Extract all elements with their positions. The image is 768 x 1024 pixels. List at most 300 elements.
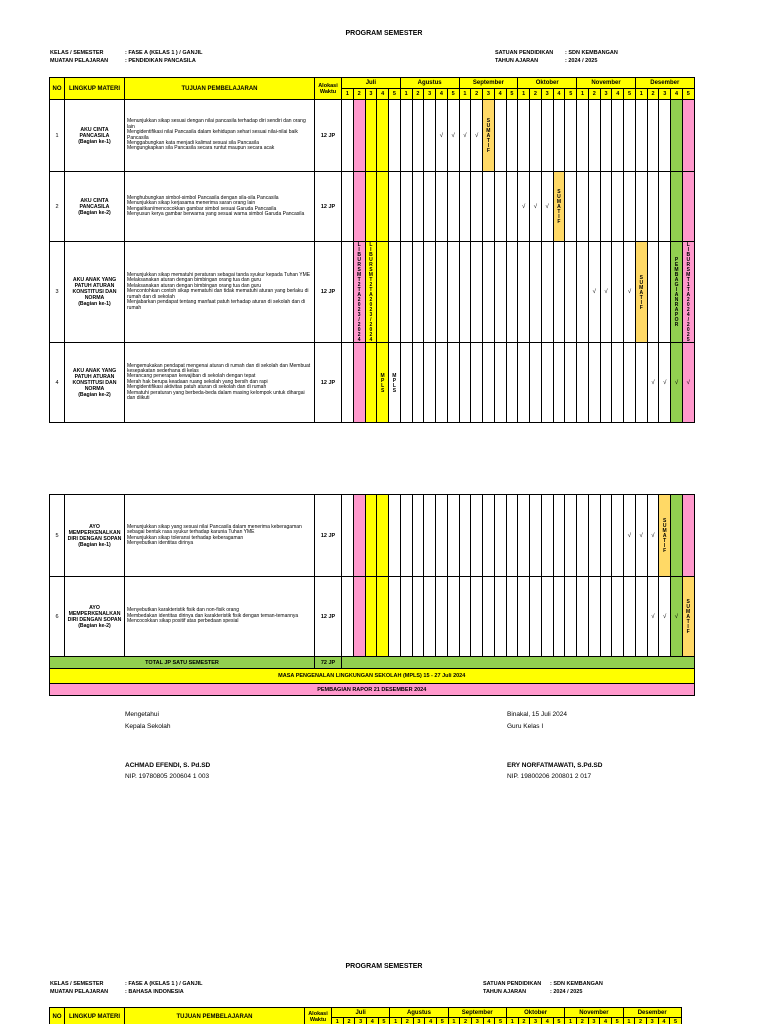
week-cell xyxy=(471,343,483,423)
row-lingkup-materi xyxy=(65,242,125,343)
week-cell xyxy=(577,495,589,577)
week-cell xyxy=(577,577,589,657)
total-value: 72 JP xyxy=(315,657,342,669)
materi-bagian: (Bagian ke-1) xyxy=(78,138,111,145)
week-cell xyxy=(483,343,495,423)
week-cell xyxy=(342,495,354,577)
p1-week-1-1: 1 xyxy=(342,89,354,100)
row-no: 2 xyxy=(50,172,65,242)
page2-month-agustus: Agustus xyxy=(390,1008,448,1018)
p1-week-5-4: 4 xyxy=(612,89,624,100)
week-cell xyxy=(541,343,553,423)
header-lingkup: LINGKUP MATERI xyxy=(65,78,125,100)
p1-week-1-4: 4 xyxy=(377,89,389,100)
sig-right-name: ERY NORFATMAWATI, S.Pd.SD xyxy=(507,762,603,769)
row-lingkup-materi xyxy=(65,343,125,423)
p2-week-2-2: 2 xyxy=(401,1018,413,1024)
week-cell xyxy=(506,172,518,242)
week-cell xyxy=(588,172,600,242)
p1-week-1-2: 2 xyxy=(353,89,365,100)
week-cell xyxy=(436,495,448,577)
week-cell xyxy=(541,577,553,657)
page2-header-alokasi: Alokasi Waktu xyxy=(305,1008,332,1024)
check-mark: √ xyxy=(671,577,683,657)
p1-week-5-3: 3 xyxy=(600,89,612,100)
week-cell xyxy=(530,100,542,172)
week-cell xyxy=(447,172,459,242)
row-tujuan-pembelajaran: Menyebutkan karakteristik fisik dan non-fisik orang Membedakan identitas dirinya dan karakteristik fisik dengan teman-temannya Mencocokkan sikap positif atas perbedaan spesial xyxy=(125,577,315,657)
p1-week-3-4: 4 xyxy=(494,89,506,100)
p1-week-2-3: 3 xyxy=(424,89,436,100)
p2-week-6-1: 1 xyxy=(623,1018,635,1024)
p1-week-2-4: 4 xyxy=(436,89,448,100)
week-cell xyxy=(553,495,565,577)
row-tujuan-pembelajaran: Menunjukkan sikap yang sesuai nilai Pancasila dalam menerima keberagaman sebagai bentuk rasa syukur terhadap karunia Tuhan YME Menunjukkan sikap toleransi terhadap keberagaman Menyebutkan identitas dirinya xyxy=(125,495,315,577)
materi-title: AYO MEMPERKENALKAN DIRI DENGAN SOPAN xyxy=(67,523,122,542)
materi-bagian: (Bagian ke-2) xyxy=(78,209,111,216)
week-cell xyxy=(459,577,471,657)
muatan-label: MUATAN PELAJARAN xyxy=(50,58,109,64)
p2-week-6-4: 4 xyxy=(658,1018,670,1024)
row-alokasi: 12 JP xyxy=(315,495,342,577)
week-cell xyxy=(483,495,495,577)
row-no: 1 xyxy=(50,100,65,172)
p2-week-4-1: 1 xyxy=(506,1018,518,1024)
week-cell xyxy=(342,242,354,343)
week-cell: LIBURSMT2TA2023/2024 xyxy=(365,242,377,343)
p2-week-4-2: 2 xyxy=(518,1018,530,1024)
week-cell xyxy=(600,100,612,172)
week-cell xyxy=(635,577,647,657)
week-cell xyxy=(600,172,612,242)
week-cell xyxy=(377,242,389,343)
week-cell xyxy=(377,577,389,657)
week-cell xyxy=(471,577,483,657)
row-alokasi: 12 JP xyxy=(315,172,342,242)
p1-week-3-2: 2 xyxy=(471,89,483,100)
page-title: PROGRAM SEMESTER xyxy=(345,30,423,37)
page2-kelas-label: KELAS / SEMESTER xyxy=(50,981,104,987)
week-cell xyxy=(412,100,424,172)
page2-title: PROGRAM SEMESTER xyxy=(345,963,423,970)
row-tujuan-pembelajaran: Mengemukakan pendapat mengenai aturan di rumah dan di sekolah dan Membuat kesepakatan sederhana di kelas Merancang penerapan kewajiban di sekolah dengan tepat Merah hak berupa keadaan ruang sekolah yang bersih dan rapi Mengidentifikasi aktivitas patuh aturan di sekolah dan di rumah Mematuhi peraturan yang berbeda-beda dalam masing kelompok untuk dihargai dan diikuti xyxy=(125,343,315,423)
page2-satuan-label: SATUAN PENDIDIKAN xyxy=(483,981,542,987)
week-cell xyxy=(647,242,659,343)
table-row xyxy=(50,242,695,343)
week-cell xyxy=(342,577,354,657)
week-cell xyxy=(659,242,671,343)
week-cell xyxy=(365,172,377,242)
week-cell xyxy=(424,242,436,343)
p2-week-4-3: 3 xyxy=(530,1018,542,1024)
week-cell xyxy=(353,343,365,423)
check-mark: √ xyxy=(659,343,671,423)
row-no: 5 xyxy=(50,495,65,577)
sumatif-cell: SUMATIF xyxy=(483,100,495,172)
p2-week-6-3: 3 xyxy=(646,1018,658,1024)
week-cell xyxy=(588,100,600,172)
week-cell xyxy=(553,343,565,423)
week-cell xyxy=(412,242,424,343)
week-cell xyxy=(518,495,530,577)
month-oktober: Oktober xyxy=(518,78,577,89)
week-cell xyxy=(565,495,577,577)
p1-week-6-4: 4 xyxy=(671,89,683,100)
page2-month-november: November xyxy=(565,1008,623,1018)
p2-week-3-1: 1 xyxy=(448,1018,460,1024)
sumatif-cell: SUMATIF xyxy=(635,242,647,343)
check-mark: √ xyxy=(624,242,636,343)
week-cell xyxy=(342,343,354,423)
p1-week-2-2: 2 xyxy=(412,89,424,100)
check-mark: √ xyxy=(682,343,694,423)
check-mark: √ xyxy=(447,100,459,172)
week-cell: PEMBAGIANRAPOR xyxy=(671,242,683,343)
week-cell xyxy=(353,495,365,577)
week-cell xyxy=(436,343,448,423)
week-cell xyxy=(671,100,683,172)
week-cell xyxy=(447,343,459,423)
week-cell xyxy=(400,172,412,242)
week-cell xyxy=(424,100,436,172)
week-cell xyxy=(365,343,377,423)
page2-month-juli: Juli xyxy=(332,1008,390,1018)
p1-week-5-2: 2 xyxy=(588,89,600,100)
row-alokasi: 12 JP xyxy=(315,100,342,172)
week-cell xyxy=(365,495,377,577)
week-cell xyxy=(353,577,365,657)
satuan-value: : SDN KEMBANGAN xyxy=(565,50,618,56)
week-cell xyxy=(682,172,694,242)
sig-right-line1: Binakal, 15 Juli 2024 xyxy=(507,711,567,718)
p1-week-6-5: 5 xyxy=(682,89,694,100)
p1-week-4-1: 1 xyxy=(518,89,530,100)
p2-week-1-2: 2 xyxy=(343,1018,355,1024)
week-cell xyxy=(471,242,483,343)
week-cell xyxy=(541,100,553,172)
week-cell xyxy=(494,172,506,242)
week-cell xyxy=(565,577,577,657)
check-mark: √ xyxy=(518,172,530,242)
page2-satuan-value: : SDN KEMBANGAN xyxy=(550,981,603,987)
week-cell xyxy=(342,172,354,242)
week-cell xyxy=(600,495,612,577)
p2-week-3-2: 2 xyxy=(460,1018,472,1024)
week-cell xyxy=(659,100,671,172)
week-cell xyxy=(494,100,506,172)
week-cell xyxy=(412,495,424,577)
row-no: 3 xyxy=(50,242,65,343)
p1-week-4-3: 3 xyxy=(541,89,553,100)
week-cell xyxy=(588,577,600,657)
month-juli: Juli xyxy=(342,78,401,89)
page2-header-tujuan: TUJUAN PEMBELAJARAN xyxy=(125,1008,305,1024)
table-row xyxy=(50,100,695,172)
check-mark: √ xyxy=(530,172,542,242)
p2-week-1-1: 1 xyxy=(332,1018,344,1024)
page2-table-header xyxy=(49,1007,682,1024)
week-cell xyxy=(553,577,565,657)
week-cell xyxy=(659,172,671,242)
sig-left-line1: Mengetahui xyxy=(125,711,159,718)
sig-left-nip: NIP. 19780805 200604 1 003 xyxy=(125,773,210,780)
week-cell xyxy=(459,242,471,343)
sumatif-cell: SUMATIF xyxy=(682,577,694,657)
week-cell xyxy=(494,242,506,343)
week-cell xyxy=(400,495,412,577)
p2-week-5-1: 1 xyxy=(565,1018,577,1024)
week-cell: LIBURSMT1TA2024/2025 xyxy=(682,242,694,343)
header-alokasi: Alokasi Waktu xyxy=(315,78,342,100)
row-no: 4 xyxy=(50,343,65,423)
week-cell xyxy=(553,242,565,343)
week-cell xyxy=(577,343,589,423)
week-cell xyxy=(389,100,401,172)
month-september: September xyxy=(459,78,518,89)
page2-tahun-value: : 2024 / 2025 xyxy=(550,989,583,995)
week-cell xyxy=(483,577,495,657)
check-mark: √ xyxy=(600,242,612,343)
p2-week-5-4: 4 xyxy=(600,1018,612,1024)
week-cell xyxy=(565,242,577,343)
week-cell xyxy=(565,100,577,172)
week-cell xyxy=(577,172,589,242)
rapor-note: PEMBAGIAN RAPOR 21 DESEMBER 2024 xyxy=(50,684,695,696)
satuan-label: SATUAN PENDIDIKAN xyxy=(495,50,554,56)
week-cell xyxy=(612,495,624,577)
week-cell xyxy=(518,100,530,172)
sig-right-nip: NIP. 19800206 200801 2 017 xyxy=(507,773,592,780)
week-cell xyxy=(459,172,471,242)
week-cell xyxy=(389,172,401,242)
week-cell xyxy=(624,577,636,657)
week-cell xyxy=(612,242,624,343)
week-cell xyxy=(353,100,365,172)
table-row xyxy=(50,343,695,423)
p1-week-4-2: 2 xyxy=(530,89,542,100)
week-cell xyxy=(365,577,377,657)
row-alokasi: 12 JP xyxy=(315,242,342,343)
sumatif-cell: SUMATIF xyxy=(659,495,671,577)
week-cell xyxy=(400,577,412,657)
week-cell xyxy=(530,577,542,657)
week-cell xyxy=(530,343,542,423)
sumatif-cell: SUMATIF xyxy=(553,172,565,242)
page2-header-no: NO xyxy=(50,1008,65,1024)
week-cell xyxy=(412,172,424,242)
p2-week-2-4: 4 xyxy=(425,1018,437,1024)
week-cell xyxy=(588,343,600,423)
week-cell xyxy=(342,100,354,172)
week-cell xyxy=(588,495,600,577)
week-cell xyxy=(365,100,377,172)
materi-bagian: (Bagian ke-2) xyxy=(78,391,111,398)
week-cell: MPLS xyxy=(389,343,401,423)
week-cell xyxy=(459,495,471,577)
check-mark: √ xyxy=(624,495,636,577)
week-cell xyxy=(447,242,459,343)
row-tujuan-pembelajaran: Menunjukkan sikap mematuhi peraturan sebagai tanda syukur kepada Tuhan YME Melaksanakan aturan dengan bimbingan orang tua dan guru Melaksanakan aturan dengan bimbingan orang tua dan guru Mencontohkan contoh sikap mematuhi dan tidak mematuhi aturan yang berlaku di rumah dan di sekolah Menjabarkan pendapat tentang manfaat patuh terhadap aturan di sekolah dan di rumah xyxy=(125,242,315,343)
week-cell xyxy=(506,577,518,657)
program-semester-table xyxy=(49,77,695,423)
row-lingkup-materi xyxy=(65,577,125,657)
week-cell xyxy=(377,172,389,242)
week-cell xyxy=(471,172,483,242)
week-cell xyxy=(471,495,483,577)
check-mark: √ xyxy=(471,100,483,172)
p1-week-3-5: 5 xyxy=(506,89,518,100)
materi-bagian: (Bagian ke-2) xyxy=(78,622,111,629)
header-tujuan: TUJUAN PEMBELAJARAN xyxy=(125,78,315,100)
week-cell xyxy=(424,343,436,423)
check-mark: √ xyxy=(647,495,659,577)
week-cell xyxy=(389,242,401,343)
week-cell xyxy=(600,577,612,657)
row-lingkup-materi xyxy=(65,172,125,242)
p2-week-4-4: 4 xyxy=(541,1018,553,1024)
p2-week-5-3: 3 xyxy=(588,1018,600,1024)
materi-title: AKU CINTA PANCASILA xyxy=(79,126,110,139)
week-cell xyxy=(377,495,389,577)
week-cell xyxy=(377,100,389,172)
p1-week-6-1: 1 xyxy=(635,89,647,100)
month-november: November xyxy=(577,78,636,89)
materi-title: AKU CINTA PANCASILA xyxy=(79,197,110,210)
week-cell xyxy=(624,172,636,242)
week-cell xyxy=(565,172,577,242)
p2-week-1-4: 4 xyxy=(366,1018,378,1024)
week-cell xyxy=(506,100,518,172)
page2-month-oktober: Oktober xyxy=(506,1008,564,1018)
week-cell xyxy=(389,495,401,577)
sig-left-line2: Kepala Sekolah xyxy=(125,723,171,730)
week-cell xyxy=(494,577,506,657)
week-cell xyxy=(494,343,506,423)
week-cell xyxy=(671,172,683,242)
check-mark: √ xyxy=(588,242,600,343)
row-tujuan-pembelajaran: Menghubungkan simbol-simbol Pancasila dengan sila-sila Pancasila Menunjukkan sikap kerjasama menerima saran orang lain Mengaitkan/mencocokkan gambar simbol sesuai Garuda Pancasila Menyusun kerya gambar berwarna yang sesuai warna simbol Garuda Pancasila xyxy=(125,172,315,242)
row-no: 6 xyxy=(50,577,65,657)
p2-week-6-2: 2 xyxy=(635,1018,647,1024)
week-cell xyxy=(553,100,565,172)
week-cell xyxy=(635,100,647,172)
materi-title: AYO MEMPERKENALKAN DIRI DENGAN SOPAN xyxy=(67,604,122,623)
week-cell xyxy=(424,577,436,657)
p2-week-5-2: 2 xyxy=(576,1018,588,1024)
week-cell xyxy=(447,495,459,577)
p2-week-2-1: 1 xyxy=(390,1018,402,1024)
week-cell xyxy=(518,343,530,423)
tahun-value: : 2024 / 2025 xyxy=(565,58,598,64)
week-cell xyxy=(483,172,495,242)
week-cell xyxy=(565,343,577,423)
kelas-label: KELAS / SEMESTER xyxy=(50,50,104,56)
week-cell xyxy=(612,100,624,172)
p1-week-3-3: 3 xyxy=(483,89,495,100)
p1-week-3-1: 1 xyxy=(459,89,471,100)
month-desember: Desember xyxy=(635,78,694,89)
row-tujuan-pembelajaran: Menunjukkan sikap sesuai dengan nilai pancasila terhadap diri sendiri dan orang lain Mengidentifikasi nilai Pancasila dalam kehidupan sehari sesuai nilai-nilai baik Pancasila Menggabungkan kata menjadi kalimat sesuai sila Pancasila Mengungkapkan sila Pancasila secara runtut maupun secara acak xyxy=(125,100,315,172)
p1-week-1-5: 5 xyxy=(389,89,401,100)
week-cell xyxy=(682,100,694,172)
materi-bagian: (Bagian ke-1) xyxy=(78,301,111,307)
week-cell xyxy=(518,577,530,657)
week-cell xyxy=(483,242,495,343)
week-cell xyxy=(389,577,401,657)
p2-week-4-5: 5 xyxy=(553,1018,565,1024)
week-cell xyxy=(635,343,647,423)
week-cell xyxy=(577,100,589,172)
mpls-note: MASA PENGENALAN LINGKUNGAN SEKOLAH (MPLS) 15 - 27 Juli 2024 xyxy=(50,669,695,684)
week-cell xyxy=(530,242,542,343)
week-cell xyxy=(412,577,424,657)
week-cell xyxy=(436,172,448,242)
check-mark: √ xyxy=(647,343,659,423)
week-cell xyxy=(424,495,436,577)
week-cell xyxy=(424,172,436,242)
sig-left-name: ACHMAD EFENDI, S. Pd.SD xyxy=(125,762,211,769)
week-cell xyxy=(530,495,542,577)
page2-header-lingkup: LINGKUP MATERI xyxy=(65,1008,125,1024)
check-mark: √ xyxy=(436,100,448,172)
row-lingkup-materi xyxy=(65,100,125,172)
check-mark: √ xyxy=(541,172,553,242)
week-cell xyxy=(518,242,530,343)
week-cell xyxy=(647,172,659,242)
week-cell xyxy=(447,577,459,657)
week-cell xyxy=(577,242,589,343)
page2-month-desember: Desember xyxy=(623,1008,681,1018)
materi-bagian: (Bagian ke-1) xyxy=(78,541,111,548)
week-cell xyxy=(412,343,424,423)
week-cell xyxy=(400,343,412,423)
kelas-value: : FASE A (KELAS 1 ) / GANJIL xyxy=(125,50,203,56)
week-cell xyxy=(494,495,506,577)
week-cell xyxy=(647,100,659,172)
week-cell xyxy=(600,343,612,423)
p2-week-5-5: 5 xyxy=(611,1018,623,1024)
p1-week-1-3: 3 xyxy=(365,89,377,100)
total-label: TOTAL JP SATU SEMESTER xyxy=(50,657,315,669)
week-cell xyxy=(541,495,553,577)
page2-muatan-label: MUATAN PELAJARAN xyxy=(50,989,109,995)
page2-month-september: September xyxy=(448,1008,506,1018)
week-cell xyxy=(682,495,694,577)
p2-week-2-3: 3 xyxy=(413,1018,425,1024)
check-mark: √ xyxy=(671,343,683,423)
materi-title: AKU ANAK YANG PATUH ATURAN KONSTITUSI DAN NORMA xyxy=(72,367,117,392)
p1-week-5-5: 5 xyxy=(624,89,636,100)
week-cell xyxy=(436,577,448,657)
week-cell xyxy=(506,495,518,577)
program-semester-table-continued xyxy=(49,494,695,696)
week-cell xyxy=(612,343,624,423)
tahun-label: TAHUN AJARAN xyxy=(495,58,539,64)
p2-week-3-4: 4 xyxy=(483,1018,495,1024)
month-agustus: Agustus xyxy=(400,78,459,89)
week-cell xyxy=(506,242,518,343)
materi-title: AKU ANAK YANG PATUH ATURAN KONSTITUSI DAN NORMA xyxy=(72,277,117,301)
muatan-value: : PENDIDIKAN PANCASILA xyxy=(125,58,196,64)
week-cell: LIBURSMT2TA2023/2024 xyxy=(353,242,365,343)
week-cell xyxy=(400,242,412,343)
p1-week-6-2: 2 xyxy=(647,89,659,100)
week-cell xyxy=(671,495,683,577)
page2-kelas-value: : FASE A (KELAS 1 ) / GANJIL xyxy=(125,981,203,987)
p1-week-4-4: 4 xyxy=(553,89,565,100)
p1-week-6-3: 3 xyxy=(659,89,671,100)
p2-week-2-5: 5 xyxy=(436,1018,448,1024)
